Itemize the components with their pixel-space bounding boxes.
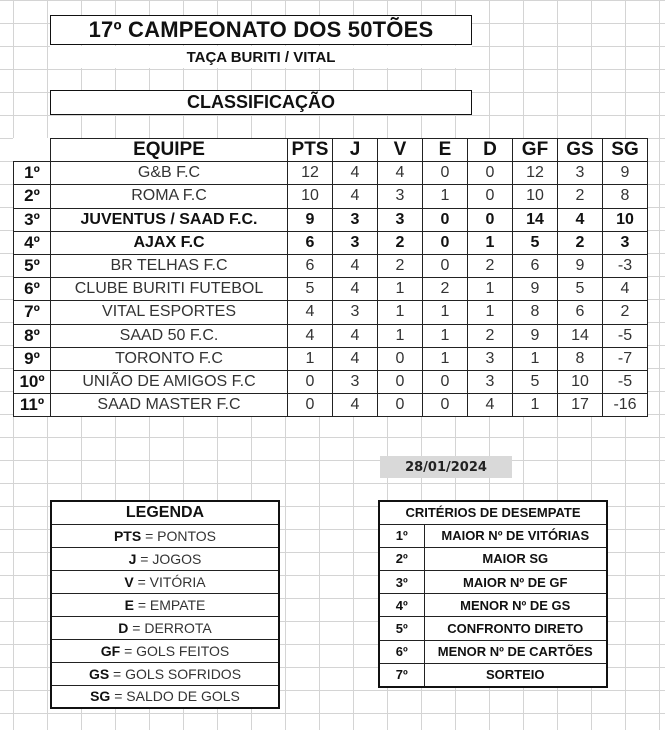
criteria-description: MAIOR SG: [424, 547, 607, 570]
column-header-gf: GF: [513, 139, 558, 162]
criteria-row: [379, 594, 607, 617]
column-header-v: V: [378, 139, 423, 162]
column-header-team: EQUIPE: [51, 139, 288, 162]
standings-row: [14, 324, 648, 347]
goals-for-cell: 5: [513, 231, 558, 254]
criteria-row: [379, 571, 607, 594]
draws-cell: 1: [423, 301, 468, 324]
points-cell: 6: [288, 231, 333, 254]
wins-cell: 3: [378, 185, 423, 208]
criteria-row: [379, 524, 607, 547]
criteria-row: [379, 640, 607, 663]
team-name-cell: UNIÃO DE AMIGOS F.C: [51, 370, 288, 393]
goals-for-cell: 9: [513, 324, 558, 347]
criteria-title: CRITÉRIOS DE DESEMPATE: [379, 501, 607, 524]
goal-difference-cell: 9: [603, 162, 648, 185]
criteria-row: [379, 547, 607, 570]
criteria-order: 3º: [379, 571, 424, 594]
standings-row: [14, 254, 648, 277]
position-cell: 5º: [14, 254, 51, 277]
legend-item: [51, 524, 279, 547]
losses-cell: 1: [468, 278, 513, 301]
standings-row: [14, 208, 648, 231]
wins-cell: 1: [378, 278, 423, 301]
draws-cell: 0: [423, 370, 468, 393]
legend-item: [51, 570, 279, 593]
legend-meaning: = SALDO DE GOLS: [110, 688, 240, 705]
losses-cell: 1: [468, 301, 513, 324]
criteria-row: [379, 663, 607, 686]
team-name-cell: G&B F.C: [51, 162, 288, 185]
goals-for-cell: 1: [513, 394, 558, 417]
column-header-d: D: [468, 139, 513, 162]
goals-for-cell: 10: [513, 185, 558, 208]
legend-row: [51, 616, 279, 639]
points-cell: 4: [288, 324, 333, 347]
games-cell: 3: [333, 208, 378, 231]
legend-row: [51, 685, 279, 708]
legend-title: LEGENDA: [51, 501, 279, 524]
tiebreak-criteria-table: [378, 500, 608, 688]
team-name-cell: BR TELHAS F.C: [51, 254, 288, 277]
column-header-j: J: [333, 139, 378, 162]
points-cell: 5: [288, 278, 333, 301]
goals-against-cell: 5: [558, 278, 603, 301]
criteria-order: 4º: [379, 594, 424, 617]
legend-item: [51, 547, 279, 570]
criteria-row: [379, 617, 607, 640]
goals-against-cell: 3: [558, 162, 603, 185]
goals-against-cell: 9: [558, 254, 603, 277]
position-cell: 1º: [14, 162, 51, 185]
legend-item: [51, 685, 279, 708]
legend-item: [51, 662, 279, 685]
points-cell: 0: [288, 370, 333, 393]
standings-header-row: [14, 139, 648, 162]
wins-cell: 0: [378, 347, 423, 370]
draws-cell: 0: [423, 208, 468, 231]
goals-for-cell: 1: [513, 347, 558, 370]
draws-cell: 1: [423, 324, 468, 347]
criteria-order: 6º: [379, 640, 424, 663]
losses-cell: 2: [468, 254, 513, 277]
games-cell: 4: [333, 278, 378, 301]
column-header-gs: GS: [558, 139, 603, 162]
position-cell: 2º: [14, 185, 51, 208]
criteria-order: 2º: [379, 547, 424, 570]
date-cell: 28/01/2024: [380, 456, 512, 478]
legend-abbreviation: J: [128, 550, 137, 567]
wins-cell: 2: [378, 254, 423, 277]
legend-abbreviation: SG: [90, 688, 111, 705]
goals-against-cell: 14: [558, 324, 603, 347]
losses-cell: 3: [468, 347, 513, 370]
legend-abbreviation: GS: [88, 665, 110, 682]
goals-against-cell: 2: [558, 185, 603, 208]
draws-cell: 0: [423, 231, 468, 254]
legend-row: [51, 639, 279, 662]
criteria-description: MENOR Nº DE GS: [424, 594, 607, 617]
goal-difference-cell: -7: [603, 347, 648, 370]
goals-for-cell: 5: [513, 370, 558, 393]
column-header-e: E: [423, 139, 468, 162]
wins-cell: 0: [378, 370, 423, 393]
criteria-description: MAIOR Nº DE GF: [424, 571, 607, 594]
points-cell: 10: [288, 185, 333, 208]
goals-against-cell: 8: [558, 347, 603, 370]
draws-cell: 2: [423, 278, 468, 301]
draws-cell: 0: [423, 254, 468, 277]
position-cell: 8º: [14, 324, 51, 347]
wins-cell: 1: [378, 324, 423, 347]
legend-meaning: = GOLS SOFRIDOS: [109, 665, 242, 682]
games-cell: 3: [333, 370, 378, 393]
goals-against-cell: 6: [558, 301, 603, 324]
standings-row: [14, 301, 648, 324]
losses-cell: 2: [468, 324, 513, 347]
goals-against-cell: 10: [558, 370, 603, 393]
legend-meaning: = GOLS FEITOS: [120, 642, 230, 659]
standings-row: [14, 162, 648, 185]
points-cell: 4: [288, 301, 333, 324]
legend-row: [51, 662, 279, 685]
standings-row: [14, 231, 648, 254]
legend-row: [51, 593, 279, 616]
wins-cell: 3: [378, 208, 423, 231]
goals-against-cell: 4: [558, 208, 603, 231]
position-cell: 9º: [14, 347, 51, 370]
legend-row: [51, 524, 279, 547]
legend-meaning: = EMPATE: [133, 596, 206, 613]
goals-for-cell: 12: [513, 162, 558, 185]
legend-item: [51, 593, 279, 616]
legend-abbreviation: D: [118, 619, 129, 636]
team-name-cell: TORONTO F.C: [51, 347, 288, 370]
games-cell: 4: [333, 324, 378, 347]
wins-cell: 2: [378, 231, 423, 254]
position-cell: 3º: [14, 208, 51, 231]
points-cell: 1: [288, 347, 333, 370]
losses-cell: 4: [468, 394, 513, 417]
team-name-cell: VITAL ESPORTES: [51, 301, 288, 324]
position-cell: 7º: [14, 301, 51, 324]
position-cell: 10º: [14, 370, 51, 393]
team-name-cell: ROMA F.C: [51, 185, 288, 208]
wins-cell: 4: [378, 162, 423, 185]
games-cell: 4: [333, 254, 378, 277]
column-header-sg: SG: [603, 139, 648, 162]
games-cell: 4: [333, 185, 378, 208]
points-cell: 6: [288, 254, 333, 277]
goal-difference-cell: -16: [603, 394, 648, 417]
legend-table: [50, 500, 280, 709]
losses-cell: 0: [468, 162, 513, 185]
team-name-cell: AJAX F.C: [51, 231, 288, 254]
legend-abbreviation: GF: [100, 642, 121, 659]
goals-for-cell: 8: [513, 301, 558, 324]
criteria-description: MENOR Nº DE CARTÕES: [424, 640, 607, 663]
legend-item: [51, 616, 279, 639]
goals-for-cell: 9: [513, 278, 558, 301]
goal-difference-cell: 2: [603, 301, 648, 324]
games-cell: 3: [333, 301, 378, 324]
games-cell: 4: [333, 162, 378, 185]
criteria-description: CONFRONTO DIRETO: [424, 617, 607, 640]
goal-difference-cell: -5: [603, 324, 648, 347]
goals-for-cell: 6: [513, 254, 558, 277]
losses-cell: 0: [468, 208, 513, 231]
losses-cell: 0: [468, 185, 513, 208]
position-cell: 6º: [14, 278, 51, 301]
goals-against-cell: 2: [558, 231, 603, 254]
criteria-description: SORTEIO: [424, 663, 607, 686]
legend-meaning: = DERROTA: [128, 619, 212, 636]
criteria-header-row: [379, 501, 607, 524]
cup-subtitle: TAÇA BURITI / VITAL: [50, 46, 472, 68]
legend-abbreviation: PTS: [113, 527, 142, 544]
criteria-order: 7º: [379, 663, 424, 686]
legend-abbreviation: V: [124, 573, 134, 590]
legend-meaning: = PONTOS: [141, 527, 217, 544]
legend-meaning: = JOGOS: [136, 550, 202, 567]
criteria-order: 1º: [379, 524, 424, 547]
legend-abbreviation: E: [124, 596, 134, 613]
standings-row: [14, 347, 648, 370]
legend-header-row: [51, 501, 279, 524]
draws-cell: 1: [423, 347, 468, 370]
goal-difference-cell: 8: [603, 185, 648, 208]
draws-cell: 1: [423, 185, 468, 208]
legend-item: [51, 639, 279, 662]
team-name-cell: JUVENTUS / SAAD F.C.: [51, 208, 288, 231]
points-cell: 0: [288, 394, 333, 417]
position-cell: 11º: [14, 394, 51, 417]
games-cell: 4: [333, 347, 378, 370]
legend-row: [51, 570, 279, 593]
team-name-cell: CLUBE BURITI FUTEBOL: [51, 278, 288, 301]
games-cell: 4: [333, 394, 378, 417]
team-name-cell: SAAD MASTER F.C: [51, 394, 288, 417]
points-cell: 9: [288, 208, 333, 231]
points-cell: 12: [288, 162, 333, 185]
goal-difference-cell: 10: [603, 208, 648, 231]
team-name-cell: SAAD 50 F.C.: [51, 324, 288, 347]
criteria-description: MAIOR Nº DE VITÓRIAS: [424, 524, 607, 547]
criteria-order: 5º: [379, 617, 424, 640]
standings-row: [14, 370, 648, 393]
column-header-pts: PTS: [288, 139, 333, 162]
goal-difference-cell: -3: [603, 254, 648, 277]
draws-cell: 0: [423, 162, 468, 185]
standings-row: [14, 278, 648, 301]
standings-row: [14, 185, 648, 208]
legend-meaning: = VITÓRIA: [133, 573, 206, 590]
games-cell: 3: [333, 231, 378, 254]
legend-row: [51, 547, 279, 570]
standings-row: [14, 394, 648, 417]
losses-cell: 3: [468, 370, 513, 393]
goal-difference-cell: 4: [603, 278, 648, 301]
wins-cell: 0: [378, 394, 423, 417]
wins-cell: 1: [378, 301, 423, 324]
championship-title: 17º CAMPEONATO DOS 50TÕES: [50, 15, 472, 45]
position-cell: 4º: [14, 231, 51, 254]
goals-for-cell: 14: [513, 208, 558, 231]
header-blank-cell: [14, 139, 51, 162]
goal-difference-cell: -5: [603, 370, 648, 393]
standings-table: [13, 138, 648, 417]
losses-cell: 1: [468, 231, 513, 254]
standings-section-title: CLASSIFICAÇÃO: [50, 90, 472, 115]
goal-difference-cell: 3: [603, 231, 648, 254]
goals-against-cell: 17: [558, 394, 603, 417]
draws-cell: 0: [423, 394, 468, 417]
